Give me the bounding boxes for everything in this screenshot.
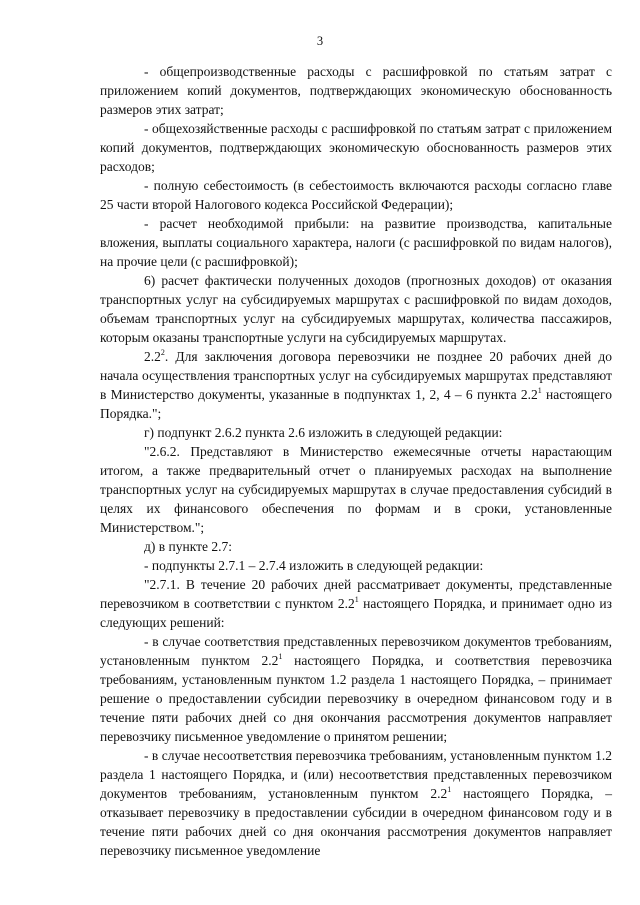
superscript: 2	[160, 347, 165, 357]
text-run: настоящего Порядка, и принимает одно из следующих решений:	[100, 596, 612, 630]
document-body	[100, 62, 612, 860]
paragraph	[100, 575, 612, 632]
text-run: настоящего Порядка, – отказывает перевозчику в предоставлении субсидии в очередном финансовом году и в течение пяти рабочих дней со дня окончания рассмотрения документов направляет перевозчику письменное уведомление	[100, 786, 612, 858]
text-run: настоящего Порядка, и соответствия перевозчика требованиям, установленным пунктом 1.2 раздела 1 настоящего Порядка, – принимает решение о предоставлении субсидии перевозчику в очередном финансовом году и в течение пяти рабочих дней со дня окончания рассмотрения документов направляет перевозчику письменное уведомление о принятом решении;	[100, 653, 612, 744]
text-run: - в случае соответствия представленных перевозчиком документов требованиям, установленным пунктом 2.2	[100, 634, 612, 668]
text-run: 2.2	[144, 349, 161, 364]
superscript: 1	[354, 594, 359, 604]
paragraph	[100, 632, 612, 746]
superscript: 1	[447, 784, 452, 794]
superscript: 1	[278, 651, 283, 661]
paragraph: - полную себестоимость (в себестоимость включаются расходы согласно главе 25 части второй Налогового кодекса Российской Федерации);	[100, 178, 612, 212]
paragraph	[100, 746, 612, 860]
paragraph: - расчет необходимой прибыли: на развитие производства, капитальные вложения, выплаты социального характера, налоги (с расшифровкой по видам налогов), на прочие цели (с расшифровкой);	[100, 216, 612, 269]
paragraph: - общепроизводственные расходы с расшифровкой по статьям затрат с приложением копий документов, подтверждающих экономическую обоснованность размеров этих затрат;	[100, 64, 612, 117]
page-number: 3	[316, 34, 324, 48]
paragraph: 6) расчет фактически полученных доходов (прогнозных доходов) от оказания транспортных услуг на субсидируемых маршрутах с расшифровкой по видам доходов, объемам транспортных услуг на субсидируемых маршрутах, количества пассажиров, которым оказаны транспортные услуги на субсидируемых маршрутах.	[100, 273, 612, 345]
text-run: - в случае несоответствия перевозчика требованиям, установленным пунктом 1.2 раздела 1 настоящего Порядка, и (или) несоответствия представленных перевозчиком документов требованиям, установленным пунктом 2.2	[100, 748, 612, 801]
paragraph: д) в пункте 2.7:	[144, 539, 232, 554]
paragraph: г) подпункт 2.6.2 пункта 2.6 изложить в следующей редакции:	[144, 425, 503, 440]
superscript: 1	[537, 385, 542, 395]
paragraph: - подпункты 2.7.1 – 2.7.4 изложить в следующей редакции:	[144, 558, 484, 573]
text-run: . Для заключения договора перевозчики не позднее 20 рабочих дней до начала осуществления транспортных услуг на субсидируемых маршрутах представляют в Министерство документы, указанные в подпунктах 1, 2, 4 – 6 пункта 2.2	[100, 349, 612, 402]
text-run: настоящего Порядка.";	[100, 387, 612, 421]
text-run: "2.7.1. В течение 20 рабочих дней рассматривает документы, представленные перевозчиком в соответствии с пунктом 2.2	[100, 577, 612, 611]
paragraph: "2.6.2. Представляют в Министерство ежемесячные отчеты нарастающим итогом, а также предварительный отчет о планируемых расходах на выполнение транспортных услуг на субсидируемых маршрутах в случае предоставления субсидий в целях их финансового обеспечения по формам и в сроки, установленные Министерством.";	[100, 444, 612, 535]
paragraph	[100, 347, 612, 423]
paragraph: - общехозяйственные расходы с расшифровкой по статьям затрат с приложением копий документов, подтверждающих экономическую обоснованность размеров этих расходов;	[100, 121, 612, 174]
